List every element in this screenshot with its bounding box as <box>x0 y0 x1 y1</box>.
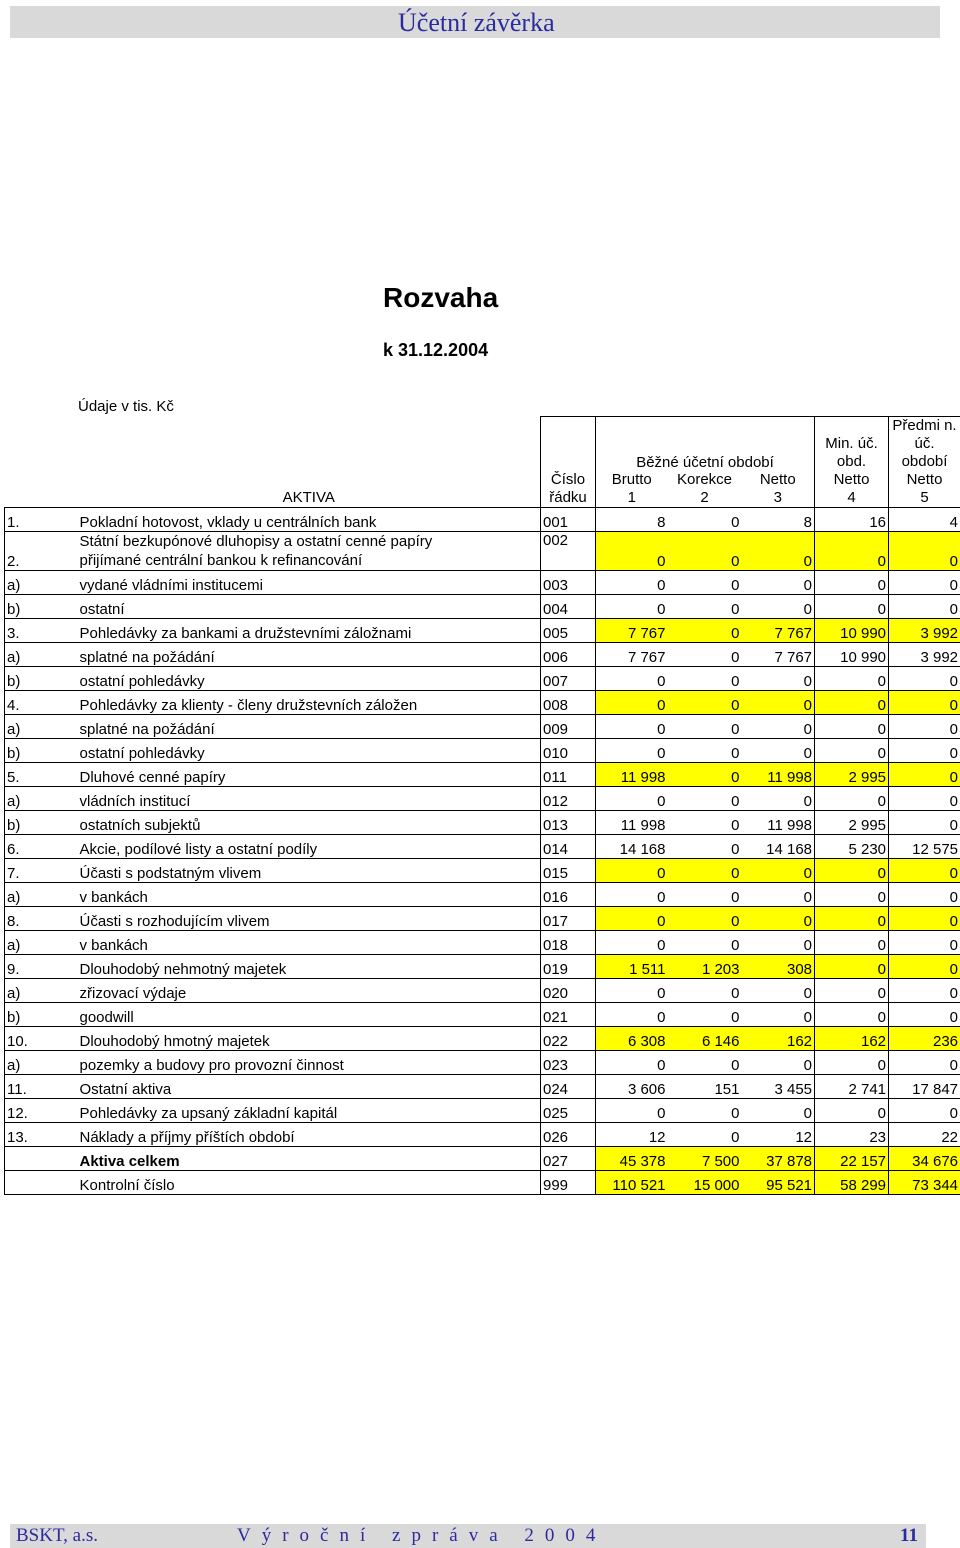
value-netto-current: 0 <box>742 907 815 931</box>
value-netto-prev: 0 <box>889 739 960 763</box>
value-netto-current: 7 767 <box>742 643 815 667</box>
value-netto-min: 22 157 <box>815 1147 889 1171</box>
table-row <box>5 739 960 763</box>
value-korekce: 0 <box>668 979 742 1003</box>
row-number: 4. <box>5 691 78 715</box>
row-code: 013 <box>541 811 596 835</box>
row-number: 10. <box>5 1027 78 1051</box>
row-label: Pohledávky za bankami a družstevními záložnami <box>78 619 541 643</box>
row-label: pozemky a budovy pro provozní činnost <box>78 1051 541 1075</box>
col-brutto: Brutto <box>598 471 666 489</box>
row-number: b) <box>5 1003 78 1027</box>
value-korekce: 0 <box>668 1003 742 1027</box>
value-netto-current: 0 <box>742 859 815 883</box>
value-netto-prev: 0 <box>889 931 960 955</box>
row-label: vydané vládními institucemi <box>78 571 541 595</box>
value-netto-min: 16 <box>815 508 889 532</box>
value-netto-min: 0 <box>815 1051 889 1075</box>
row-code: 016 <box>541 883 596 907</box>
table-row <box>5 571 960 595</box>
row-code: 020 <box>541 979 596 1003</box>
row-number <box>5 1171 78 1195</box>
value-netto-prev: 0 <box>889 979 960 1003</box>
row-label: Náklady a příjmy příštích období <box>78 1123 541 1147</box>
row-code: 010 <box>541 739 596 763</box>
value-korekce: 0 <box>668 595 742 619</box>
value-korekce: 0 <box>668 532 742 571</box>
value-korekce: 0 <box>668 1099 742 1123</box>
value-netto-prev: 0 <box>889 667 960 691</box>
table-row <box>5 1171 960 1195</box>
table-row <box>5 619 960 643</box>
value-korekce: 0 <box>668 643 742 667</box>
value-netto-current: 95 521 <box>742 1171 815 1195</box>
row-number: a) <box>5 715 78 739</box>
col-brutto-n: 1 <box>598 489 666 507</box>
value-netto-current: 0 <box>742 739 815 763</box>
table-row <box>5 907 960 931</box>
report-date: k 31.12.2004 <box>383 340 488 361</box>
row-label: v bankách <box>78 883 541 907</box>
value-korekce: 0 <box>668 907 742 931</box>
value-netto-min: 0 <box>815 859 889 883</box>
value-korekce: 15 000 <box>668 1171 742 1195</box>
row-number: 6. <box>5 835 78 859</box>
value-netto-min: 0 <box>815 532 889 571</box>
row-label: splatné na požádání <box>78 715 541 739</box>
col-korekce-n: 2 <box>670 489 740 507</box>
row-code: 008 <box>541 691 596 715</box>
row-code: 011 <box>541 763 596 787</box>
table-row <box>5 1051 960 1075</box>
value-netto-current: 12 <box>742 1123 815 1147</box>
value-netto-current: 0 <box>742 1051 815 1075</box>
value-netto-prev: 0 <box>889 595 960 619</box>
value-netto-current: 8 <box>742 508 815 532</box>
value-netto-current: 308 <box>742 955 815 979</box>
value-netto-min: 0 <box>815 979 889 1003</box>
value-korekce: 0 <box>668 1123 742 1147</box>
value-netto-current: 11 998 <box>742 763 815 787</box>
table-row <box>5 1003 960 1027</box>
group-min-period: Min. úč. obd. <box>815 417 889 472</box>
value-netto-prev: 0 <box>889 532 960 571</box>
value-brutto: 0 <box>596 667 668 691</box>
value-netto-min: 10 990 <box>815 619 889 643</box>
value-brutto: 0 <box>596 1003 668 1027</box>
table-row <box>5 859 960 883</box>
value-netto-current: 0 <box>742 691 815 715</box>
row-label-line1: Státní bezkupónové dluhopisy a ostatní cenné papíry <box>80 532 539 551</box>
value-brutto: 0 <box>596 691 668 715</box>
row-number: 13. <box>5 1123 78 1147</box>
value-brutto: 0 <box>596 532 668 571</box>
table-row <box>5 691 960 715</box>
value-korekce: 1 203 <box>668 955 742 979</box>
value-brutto: 3 606 <box>596 1075 668 1099</box>
row-label: Kontrolní číslo <box>78 1171 541 1195</box>
row-number: 11. <box>5 1075 78 1099</box>
value-korekce: 0 <box>668 859 742 883</box>
value-netto-prev: 0 <box>889 571 960 595</box>
value-netto-min: 0 <box>815 1099 889 1123</box>
row-number: b) <box>5 595 78 619</box>
row-number: 5. <box>5 763 78 787</box>
balance-sheet-table <box>4 416 960 1195</box>
table-row <box>5 931 960 955</box>
header-bar <box>10 6 940 38</box>
value-netto-current: 0 <box>742 715 815 739</box>
row-label: Účasti s podstatným vlivem <box>78 859 541 883</box>
table-row <box>5 643 960 667</box>
row-number: 8. <box>5 907 78 931</box>
row-code: 003 <box>541 571 596 595</box>
value-korekce: 151 <box>668 1075 742 1099</box>
value-brutto: 0 <box>596 715 668 739</box>
value-korekce: 0 <box>668 508 742 532</box>
value-netto-current: 0 <box>742 571 815 595</box>
row-number: a) <box>5 787 78 811</box>
value-netto-prev: 0 <box>889 955 960 979</box>
value-netto-prev: 0 <box>889 787 960 811</box>
value-netto-min: 0 <box>815 883 889 907</box>
row-code: 009 <box>541 715 596 739</box>
value-netto-min: 0 <box>815 595 889 619</box>
row-code: 007 <box>541 667 596 691</box>
value-netto-prev: 0 <box>889 907 960 931</box>
row-code: 024 <box>541 1075 596 1099</box>
value-netto-prev: 0 <box>889 859 960 883</box>
value-korekce: 0 <box>668 811 742 835</box>
table-row <box>5 787 960 811</box>
value-netto-current: 0 <box>742 532 815 571</box>
value-netto-current: 0 <box>742 931 815 955</box>
row-label: Pohledávky za klienty - členy družstevních záložen <box>78 691 541 715</box>
row-number: a) <box>5 979 78 1003</box>
table-row <box>5 955 960 979</box>
value-netto-current: 37 878 <box>742 1147 815 1171</box>
row-code: 018 <box>541 931 596 955</box>
value-netto-min: 0 <box>815 931 889 955</box>
value-netto-min: 58 299 <box>815 1171 889 1195</box>
value-brutto: 12 <box>596 1123 668 1147</box>
value-brutto: 11 998 <box>596 763 668 787</box>
row-code: 025 <box>541 1099 596 1123</box>
row-code: 004 <box>541 595 596 619</box>
value-korekce: 0 <box>668 667 742 691</box>
row-label: Dlouhodobý nehmotný majetek <box>78 955 541 979</box>
row-label: Pokladní hotovost, vklady u centrálních bank <box>78 508 541 532</box>
value-netto-prev: 0 <box>889 811 960 835</box>
value-netto-prev: 0 <box>889 763 960 787</box>
row-number: a) <box>5 1051 78 1075</box>
row-label: Dlouhodobý hmotný majetek <box>78 1027 541 1051</box>
row-code: 021 <box>541 1003 596 1027</box>
value-netto-prev: 0 <box>889 1051 960 1075</box>
value-netto-current: 162 <box>742 1027 815 1051</box>
value-korekce: 0 <box>668 787 742 811</box>
value-netto-min: 0 <box>815 907 889 931</box>
value-brutto: 0 <box>596 979 668 1003</box>
value-netto-prev: 73 344 <box>889 1171 960 1195</box>
value-netto-prev: 0 <box>889 715 960 739</box>
value-netto-min: 0 <box>815 739 889 763</box>
row-code: 023 <box>541 1051 596 1075</box>
footer-page-number: 11 <box>900 1525 918 1547</box>
table-row <box>5 763 960 787</box>
row-number: b) <box>5 667 78 691</box>
value-netto-min: 0 <box>815 691 889 715</box>
row-code: 022 <box>541 1027 596 1051</box>
row-label: ostatní <box>78 595 541 619</box>
row-number: a) <box>5 931 78 955</box>
row-code: 001 <box>541 508 596 532</box>
row-code: 017 <box>541 907 596 931</box>
row-label: Účasti s rozhodujícím vlivem <box>78 907 541 931</box>
col-netto3: Netto <box>744 471 813 489</box>
value-korekce: 0 <box>668 763 742 787</box>
value-korekce: 0 <box>668 1051 742 1075</box>
group-prev-period: Předmi n. úč. období <box>889 417 960 472</box>
value-korekce: 0 <box>668 715 742 739</box>
row-label: v bankách <box>78 931 541 955</box>
value-netto-prev: 4 <box>889 508 960 532</box>
value-korekce: 0 <box>668 691 742 715</box>
value-netto-min: 0 <box>815 787 889 811</box>
value-brutto: 7 767 <box>596 643 668 667</box>
value-brutto: 0 <box>596 571 668 595</box>
value-brutto: 11 998 <box>596 811 668 835</box>
row-code: 026 <box>541 1123 596 1147</box>
value-netto-prev: 3 992 <box>889 619 960 643</box>
value-brutto: 0 <box>596 739 668 763</box>
row-label: splatné na požádání <box>78 643 541 667</box>
value-netto-prev: 22 <box>889 1123 960 1147</box>
value-netto-min: 2 741 <box>815 1075 889 1099</box>
value-netto-current: 0 <box>742 979 815 1003</box>
value-brutto: 0 <box>596 883 668 907</box>
value-korekce: 0 <box>668 619 742 643</box>
table-row <box>5 1075 960 1099</box>
col-netto5: Netto <box>891 471 958 489</box>
value-brutto: 0 <box>596 787 668 811</box>
table-row <box>5 811 960 835</box>
value-netto-current: 0 <box>742 595 815 619</box>
row-code: 005 <box>541 619 596 643</box>
table-header-columns <box>5 471 960 508</box>
col-netto3-n: 3 <box>744 489 813 507</box>
row-label: Aktiva celkem <box>78 1147 541 1171</box>
table-row <box>5 667 960 691</box>
row-code: 027 <box>541 1147 596 1171</box>
value-netto-min: 5 230 <box>815 835 889 859</box>
row-code: 999 <box>541 1171 596 1195</box>
value-netto-current: 11 998 <box>742 811 815 835</box>
row-number: 7. <box>5 859 78 883</box>
col-aktiva: AKTIVA <box>78 471 541 508</box>
row-code: 015 <box>541 859 596 883</box>
value-brutto: 0 <box>596 1051 668 1075</box>
value-netto-current: 14 168 <box>742 835 815 859</box>
value-netto-min: 0 <box>815 667 889 691</box>
table-row <box>5 1027 960 1051</box>
row-label: goodwill <box>78 1003 541 1027</box>
table-row <box>5 508 960 532</box>
col-netto5-n: 5 <box>891 489 958 507</box>
row-number: 12. <box>5 1099 78 1123</box>
footer-bar <box>10 1524 926 1548</box>
value-netto-min: 0 <box>815 955 889 979</box>
table-row <box>5 979 960 1003</box>
row-label: Ostatní aktiva <box>78 1075 541 1099</box>
value-netto-current: 0 <box>742 1099 815 1123</box>
value-netto-min: 2 995 <box>815 763 889 787</box>
value-brutto: 1 511 <box>596 955 668 979</box>
value-brutto: 6 308 <box>596 1027 668 1051</box>
table-header-groups <box>5 417 960 472</box>
value-netto-min: 162 <box>815 1027 889 1051</box>
value-netto-min: 0 <box>815 571 889 595</box>
value-netto-min: 10 990 <box>815 643 889 667</box>
value-netto-current: 3 455 <box>742 1075 815 1099</box>
value-brutto: 0 <box>596 907 668 931</box>
value-brutto: 45 378 <box>596 1147 668 1171</box>
header-title: Účetní závěrka <box>398 8 555 38</box>
col-netto4: Netto <box>817 471 886 489</box>
row-label: ostatní pohledávky <box>78 667 541 691</box>
value-korekce: 0 <box>668 883 742 907</box>
value-korekce: 0 <box>668 739 742 763</box>
table-row <box>5 835 960 859</box>
footer-company: BSKT, a.s. <box>16 1525 98 1547</box>
value-korekce: 0 <box>668 571 742 595</box>
table-row <box>5 883 960 907</box>
value-netto-prev: 12 575 <box>889 835 960 859</box>
value-netto-prev: 0 <box>889 1099 960 1123</box>
value-netto-current: 0 <box>742 667 815 691</box>
value-brutto: 0 <box>596 931 668 955</box>
row-number: 1. <box>5 508 78 532</box>
row-label: Akcie, podílové listy a ostatní podíly <box>78 835 541 859</box>
row-number: a) <box>5 571 78 595</box>
row-label: vládních institucí <box>78 787 541 811</box>
value-netto-current: 0 <box>742 787 815 811</box>
row-code: 006 <box>541 643 596 667</box>
value-netto-current: 0 <box>742 1003 815 1027</box>
col-cislo: Číslo řádku <box>543 471 593 507</box>
value-netto-prev: 0 <box>889 883 960 907</box>
page-title: Rozvaha <box>383 282 498 314</box>
row-label: Pohledávky za upsaný základní kapitál <box>78 1099 541 1123</box>
value-korekce: 0 <box>668 835 742 859</box>
col-korekce: Korekce <box>670 471 740 489</box>
table-row <box>5 1099 960 1123</box>
row-number <box>5 1147 78 1171</box>
row-code: 002 <box>541 532 596 571</box>
table-row <box>5 715 960 739</box>
value-brutto: 0 <box>596 595 668 619</box>
value-netto-min: 0 <box>815 715 889 739</box>
table-row <box>5 532 960 571</box>
value-korekce: 7 500 <box>668 1147 742 1171</box>
value-brutto: 0 <box>596 859 668 883</box>
value-netto-prev: 0 <box>889 691 960 715</box>
row-number: 9. <box>5 955 78 979</box>
table-row <box>5 595 960 619</box>
value-korekce: 0 <box>668 931 742 955</box>
value-netto-prev: 3 992 <box>889 643 960 667</box>
row-label <box>78 532 541 571</box>
row-number: b) <box>5 739 78 763</box>
row-number: b) <box>5 811 78 835</box>
row-code: 014 <box>541 835 596 859</box>
row-number: 2. <box>5 532 78 571</box>
row-label-line2: přijímané centrální bankou k refinancování <box>80 551 539 570</box>
value-netto-min: 23 <box>815 1123 889 1147</box>
table-row <box>5 1147 960 1171</box>
col-netto4-n: 4 <box>817 489 886 507</box>
row-number: 3. <box>5 619 78 643</box>
value-korekce: 6 146 <box>668 1027 742 1051</box>
value-netto-prev: 236 <box>889 1027 960 1051</box>
value-brutto: 110 521 <box>596 1171 668 1195</box>
value-netto-current: 0 <box>742 883 815 907</box>
units-note: Údaje v tis. Kč <box>78 398 174 415</box>
value-netto-min: 2 995 <box>815 811 889 835</box>
row-number: a) <box>5 643 78 667</box>
row-code: 019 <box>541 955 596 979</box>
value-netto-current: 7 767 <box>742 619 815 643</box>
table-row <box>5 1123 960 1147</box>
value-brutto: 14 168 <box>596 835 668 859</box>
value-netto-prev: 17 847 <box>889 1075 960 1099</box>
value-brutto: 8 <box>596 508 668 532</box>
row-label: zřizovací výdaje <box>78 979 541 1003</box>
row-number: a) <box>5 883 78 907</box>
value-netto-min: 0 <box>815 1003 889 1027</box>
group-current-period: Běžné účetní období <box>596 417 815 472</box>
row-label: Dluhové cenné papíry <box>78 763 541 787</box>
row-code: 012 <box>541 787 596 811</box>
value-brutto: 0 <box>596 1099 668 1123</box>
value-netto-prev: 0 <box>889 1003 960 1027</box>
row-label: ostatních subjektů <box>78 811 541 835</box>
footer-report: Výroční zpráva 2004 <box>237 1525 606 1547</box>
value-netto-prev: 34 676 <box>889 1147 960 1171</box>
value-brutto: 7 767 <box>596 619 668 643</box>
row-label: ostatní pohledávky <box>78 739 541 763</box>
